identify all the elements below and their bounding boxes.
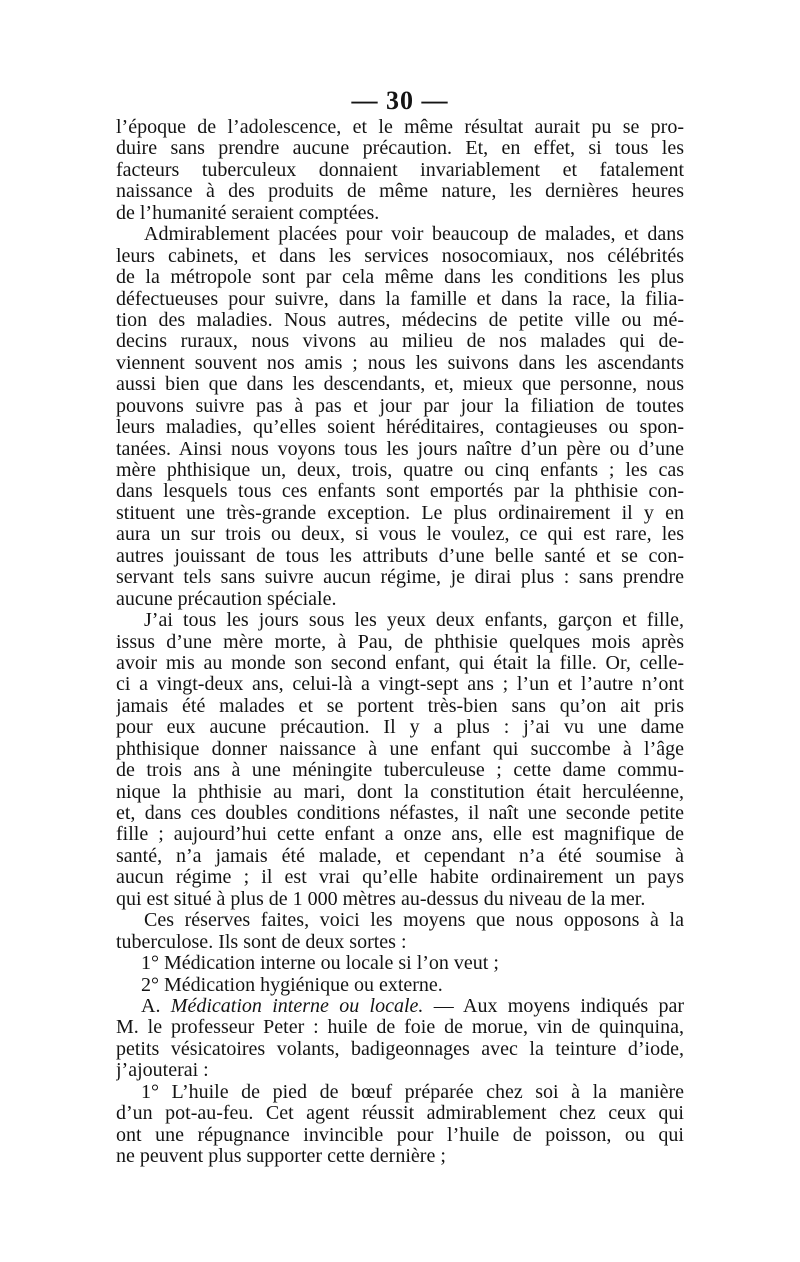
text-line: tanées. Ainsi nous voyons tous les jours naître d’un père ou d’une: [116, 438, 684, 460]
text-line: M. le professeur Peter : huile de foie de morue, vin de quinquina,: [116, 1017, 684, 1039]
text-line: fille ; aujourd’hui cette enfant a onze ans, elle est magnifique de: [116, 824, 684, 846]
text-line: j’ajouterai :: [116, 1060, 209, 1082]
text-line: défectueuses pour suivre, dans la famille et dans la race, la filia-: [116, 288, 684, 310]
text-line: 1° Médication interne ou locale si l’on veut ;: [141, 953, 499, 975]
text-line: nique la phthisie au mari, dont la constitution était herculéenne,: [116, 781, 684, 803]
text-line: decins ruraux, nous vivons au milieu de nos malades qui de-: [116, 331, 684, 353]
text-line: tuberculose. Ils sont de deux sortes :: [116, 931, 407, 953]
text-line: avoir mis au monde son second enfant, qui était la fille. Or, celle-: [116, 652, 684, 674]
text-line: autres jouissant de tous les attributs d’une belle santé et se con-: [116, 545, 684, 567]
text-line: de trois ans à une méningite tuberculeuse ; cette dame commu-: [116, 760, 684, 782]
text-line: tion des maladies. Nous autres, médecins de petite ville ou mé-: [116, 309, 684, 331]
text-line: duire sans prendre aucune précaution. Et, en effet, si tous les: [116, 138, 684, 160]
text-line: qui est situé à plus de 1 000 mètres au-dessus du niveau de la mer.: [116, 888, 646, 910]
text-line: viennent souvent nos amis ; nous les suivons dans les ascendants: [116, 352, 684, 374]
text-line: aucun régime ; il est vrai qu’elle habite ordinairement un pays: [116, 867, 684, 889]
text-line: Admirablement placées pour voir beaucoup de malades, et dans: [144, 224, 684, 246]
text-line: facteurs tuberculeux donnaient invariablement et fatalement: [116, 159, 684, 181]
text-line: [116, 996, 684, 1017]
body-text: [116, 117, 684, 1167]
text-line: J’ai tous les jours sous les yeux deux enfants, garçon et fille,: [144, 610, 684, 632]
text-line: ne peuvent plus supporter cette dernière ;: [116, 1146, 446, 1167]
text-line: pour eux aucune précaution. Il y a plus : j’ai vu une dame: [116, 717, 684, 739]
text-line: stituent une très-grande exception. Le plus ordinairement il y en: [116, 502, 684, 524]
text-line: dans lesquels tous ces enfants sont emportés par la phthisie con-: [116, 481, 684, 503]
text-line: naissance à des produits de même nature, les dernières heures: [116, 181, 684, 203]
text-line: aura un sur trois ou deux, si vous le voulez, ce qui est rare, les: [116, 524, 684, 546]
text-line: pouvons suivre pas à pas et jour par jour la filiation de toutes: [116, 395, 684, 417]
text-line: jamais été malades et se portent très-bien sans qu’on ait pris: [116, 695, 684, 717]
text-line: issus d’une mère morte, à Pau, de phthisie quelques mois après: [116, 631, 684, 653]
text-line: Ces réserves faites, voici les moyens que nous opposons à la: [144, 910, 684, 932]
text-line: phthisique donner naissance à une enfant qui succombe à l’âge: [116, 738, 684, 760]
text-line: d’un pot-au-feu. Cet agent réussit admirablement chez ceux qui: [116, 1103, 684, 1125]
text-line: santé, n’a jamais été malade, et cependant n’a été soumise à: [116, 845, 684, 867]
text-line: petits vésicatoires volants, badigeonnages avec la teinture d’iode,: [116, 1038, 684, 1060]
text-line: ont une répugnance invincible pour l’huile de poisson, ou qui: [116, 1124, 684, 1146]
text-line: leurs maladies, qu’elles soient héréditaires, contagieuses ou spon-: [116, 417, 684, 439]
text-line-prefix: A.: [141, 995, 171, 1017]
text-line: et, dans ces doubles conditions néfastes, il naît une seconde petite: [116, 803, 684, 824]
page-number: — 30 —: [351, 86, 449, 115]
text-line: ci a vingt-deux ans, celui-là a vingt-sept ans ; l’un et l’autre n’ont: [116, 674, 684, 696]
text-line: l’époque de l’adolescence, et le même résultat aurait pu se pro-: [116, 117, 684, 138]
text-line: leurs cabinets, et dans les services nosocomiaux, nos célébrités: [116, 245, 684, 267]
text-line-suffix: — Aux moyens indiqués par: [423, 995, 684, 1017]
text-line: 2° Médication hygiénique ou externe.: [141, 974, 443, 996]
text-line: aucune précaution spéciale.: [116, 588, 337, 610]
section-heading-italic: Médication interne ou locale.: [170, 995, 424, 1017]
text-line: 1° L’huile de pied de bœuf préparée chez soi à la manière: [141, 1081, 684, 1103]
text-line: de l’humanité seraient comptées.: [116, 202, 380, 224]
text-line: de la métropole sont par cela même dans les conditions les plus: [116, 267, 684, 289]
text-line: aussi bien que dans les descendants, et, mieux que personne, nous: [116, 374, 684, 396]
text-line: mère phthisique un, deux, trois, quatre ou cinq enfants ; les cas: [116, 460, 684, 481]
text-line: servant tels sans suivre aucun régime, je dirai plus : sans prendre: [116, 567, 684, 589]
